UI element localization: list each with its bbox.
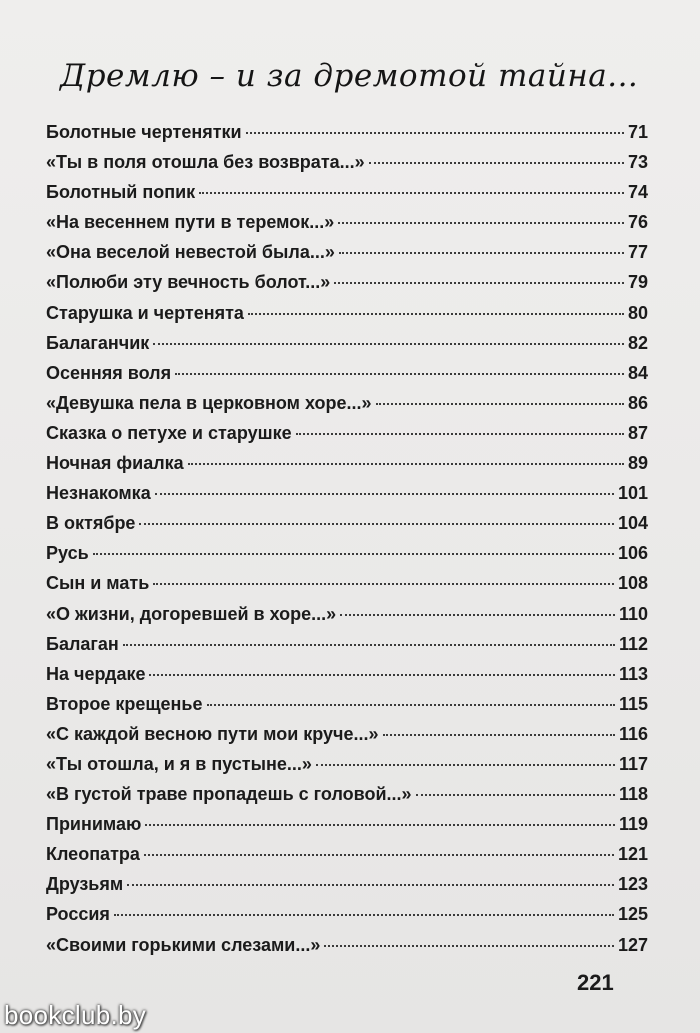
toc-entry [46, 483, 648, 513]
toc-entry-title: Клеопатра [46, 844, 140, 865]
dot-leader [153, 343, 624, 345]
dot-leader [383, 734, 615, 736]
dot-leader [416, 794, 615, 796]
dot-leader [376, 403, 624, 405]
dot-leader [144, 854, 614, 856]
toc-entry-page: 112 [618, 633, 648, 654]
toc-entry [46, 182, 648, 212]
dot-leader [316, 764, 615, 766]
toc-entry-title: «С каждой весною пути мои круче...» [46, 723, 379, 744]
toc-entry [46, 212, 648, 242]
toc-entry [46, 634, 648, 664]
toc-entry-title: Балаганчик [46, 332, 150, 353]
dot-leader [145, 824, 615, 826]
dot-leader [153, 583, 614, 585]
toc-entry-title: Болотные чертенятки [46, 122, 242, 142]
toc-entry-title: «Она веселой невестой была...» [46, 242, 335, 263]
toc-entry [46, 152, 648, 182]
toc-entry-title: «Своими горькими слезами...» [46, 934, 321, 955]
toc-entry-page: 89 [627, 453, 648, 474]
toc-entry-page: 106 [617, 543, 648, 564]
dot-leader [207, 704, 615, 706]
toc-entry [46, 814, 648, 844]
toc-entry [46, 604, 648, 634]
toc-entry-title: «В густой траве пропадешь с головой...» [46, 784, 412, 805]
toc-entry-page: 87 [627, 422, 648, 443]
dot-leader [369, 162, 624, 164]
section-heading: Дремлю – и за дремотой тайна... [60, 58, 639, 94]
toc-entry [46, 664, 648, 694]
toc-entry-page: 113 [618, 663, 648, 684]
toc-entry-page: 118 [618, 784, 648, 805]
toc-entry-page: 80 [627, 302, 648, 323]
toc-entry-page: 123 [617, 874, 648, 895]
toc-entry-title: В октябре [46, 513, 136, 534]
dot-leader [93, 553, 614, 555]
table-of-contents [46, 122, 648, 965]
toc-entry-title: «На весеннем пути в теремок...» [46, 212, 335, 233]
toc-entry [46, 844, 648, 874]
toc-entry-title: «Девушка пела в церковном хоре...» [46, 392, 372, 413]
toc-entry-title: Принимаю [46, 814, 142, 835]
toc-entry [46, 904, 648, 934]
toc-entry [46, 724, 648, 754]
toc-entry-page: 71 [627, 122, 648, 142]
toc-entry-title: Сын и мать [46, 573, 150, 594]
dot-leader [339, 252, 624, 254]
dot-leader [127, 884, 614, 886]
toc-entry [46, 423, 648, 453]
toc-entry-page: 79 [627, 272, 648, 293]
toc-entry-page: 108 [617, 573, 648, 594]
toc-entry-page: 74 [627, 182, 648, 203]
dot-leader [155, 493, 614, 495]
toc-entry [46, 874, 648, 904]
toc-entry-title: Ночная фиалка [46, 453, 184, 474]
toc-entry-title: «О жизни, догоревшей в хоре...» [46, 603, 337, 624]
toc-entry [46, 453, 648, 483]
dot-leader [340, 614, 615, 616]
page-number: 221 [577, 970, 614, 995]
toc-entry [46, 694, 648, 724]
toc-entry [46, 543, 648, 573]
toc-entry-page: 119 [618, 814, 648, 835]
dot-leader [199, 192, 624, 194]
dot-leader [188, 463, 624, 465]
toc-entry [46, 935, 648, 965]
toc-entry-title: На чердаке [46, 663, 146, 684]
toc-entry-title: Осенняя воля [46, 362, 172, 383]
toc-entry [46, 242, 648, 272]
dot-leader [139, 523, 614, 525]
dot-leader [338, 222, 624, 224]
toc-entry-page: 104 [617, 513, 648, 534]
toc-entry-title: Старушка и чертенята [46, 302, 244, 323]
toc-entry-page: 76 [627, 212, 648, 233]
toc-entry-page: 73 [627, 152, 648, 173]
toc-entry [46, 513, 648, 543]
dot-leader [123, 644, 615, 646]
toc-entry [46, 784, 648, 814]
dot-leader [246, 132, 624, 134]
toc-entry [46, 573, 648, 603]
toc-entry [46, 363, 648, 393]
toc-entry-page: 82 [627, 332, 648, 353]
toc-entry-title: Болотный попик [46, 182, 196, 203]
dot-leader [324, 945, 614, 947]
toc-entry-page: 121 [617, 844, 648, 865]
toc-entry-title: Балаган [46, 633, 119, 654]
toc-entry-title: «Ты в поля отошла без возврата...» [46, 152, 365, 173]
toc-entry-title: Россия [46, 904, 110, 925]
toc-entry-page: 110 [618, 603, 648, 624]
dot-leader [248, 313, 624, 315]
toc-entry [46, 272, 648, 302]
toc-entry-page: 127 [617, 934, 648, 955]
watermark-logo: bookclub.by [4, 1000, 147, 1030]
toc-entry-title: Русь [46, 543, 89, 564]
dot-leader [149, 674, 614, 676]
dot-leader [296, 433, 624, 435]
toc-entry-page: 77 [627, 242, 648, 263]
toc-entry-page: 115 [618, 693, 648, 714]
toc-entry-title: Незнакомка [46, 483, 151, 504]
toc-entry-title: Второе крещенье [46, 693, 203, 714]
toc-entry [46, 303, 648, 333]
dot-leader [334, 282, 624, 284]
toc-entry-title: Сказка о петухе и старушке [46, 422, 292, 443]
dot-leader [175, 373, 624, 375]
toc-entry-page: 86 [627, 392, 648, 413]
toc-entry-page: 125 [617, 904, 648, 925]
toc-entry-page: 117 [618, 753, 648, 774]
dot-leader [114, 914, 614, 916]
toc-entry-page: 84 [627, 362, 648, 383]
toc-entry-title: Друзьям [46, 874, 124, 895]
toc-entry-title: «Ты отошла, и я в пустыне...» [46, 753, 312, 774]
toc-entry-page: 116 [618, 723, 648, 744]
toc-entry [46, 122, 648, 152]
toc-entry [46, 393, 648, 423]
toc-entry [46, 333, 648, 363]
toc-entry-page: 101 [617, 483, 648, 504]
toc-entry [46, 754, 648, 784]
toc-entry-title: «Полюби эту вечность болот...» [46, 272, 331, 293]
